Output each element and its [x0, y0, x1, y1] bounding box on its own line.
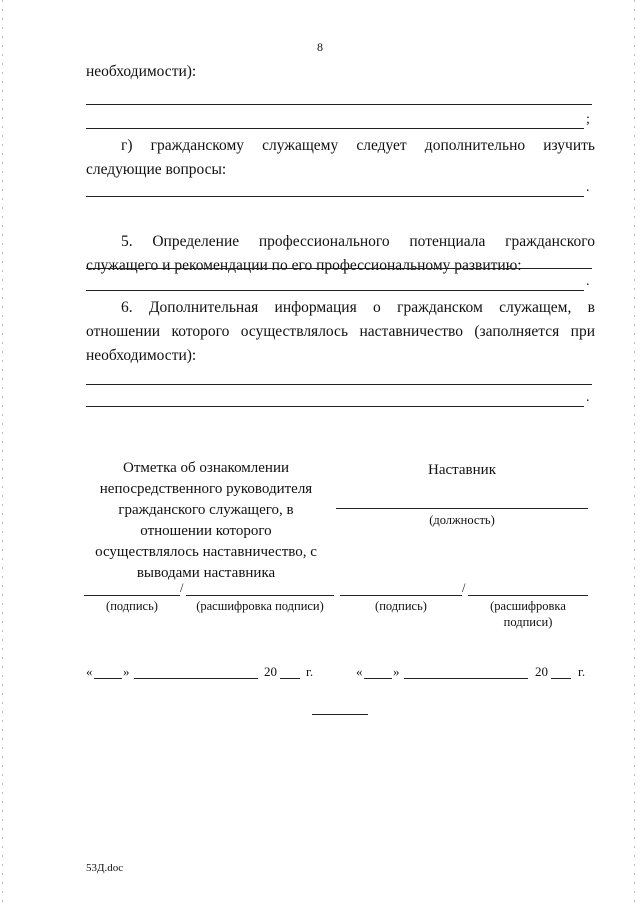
scan-edge-left	[2, 0, 3, 905]
fill-line	[86, 384, 592, 385]
acquaintance-heading	[80, 458, 332, 584]
year-line	[280, 678, 300, 679]
slash: /	[462, 581, 466, 595]
line-end-period: .	[586, 274, 590, 289]
item-6-line1: 6. Дополнительная информация о гражданском служащем, в	[121, 299, 595, 316]
year-suffix: г.	[306, 664, 314, 679]
item-g-line1: г) гражданскому служащему следует дополнительно изучить	[121, 137, 595, 154]
day-line	[94, 678, 122, 679]
year-line	[551, 678, 571, 679]
month-line	[404, 678, 528, 679]
fill-line	[86, 268, 592, 269]
mentor-heading: Наставник	[428, 462, 496, 478]
item-6-line2: отношении которого осуществлялось наставничество (заполняется при	[86, 323, 595, 340]
footer-filename: 53Д.doc	[86, 862, 124, 874]
position-line	[336, 508, 588, 509]
year-suffix: г.	[578, 664, 586, 679]
right-decode-caption	[468, 598, 588, 630]
caption-line: подписи)	[503, 615, 553, 629]
fill-line	[86, 196, 584, 197]
month-line	[134, 678, 258, 679]
fill-line	[86, 128, 584, 129]
fill-line	[86, 406, 584, 407]
heading-line: гражданского служащего, в	[118, 502, 294, 518]
year-prefix: 20	[264, 664, 277, 679]
item-6-line3: необходимости):	[86, 347, 197, 364]
position-caption: (должность)	[429, 513, 495, 527]
line-end-period: .	[586, 180, 590, 195]
heading-line: осуществлялось наставничество, с	[95, 544, 317, 560]
date-close-quote: »	[123, 664, 130, 679]
slash: /	[180, 581, 184, 595]
year-prefix: 20	[535, 664, 548, 679]
heading-line: Отметка об ознакомлении	[122, 460, 289, 476]
item-g-line2: следующие вопросы:	[86, 161, 227, 178]
left-decode-caption: (расшифровка подписи)	[196, 599, 324, 613]
right-decode-line	[468, 595, 588, 596]
left-decode-line	[186, 595, 334, 596]
left-sign-caption: (подпись)	[106, 599, 158, 613]
fill-line	[86, 104, 592, 105]
end-separator	[312, 714, 368, 715]
scan-edge-right	[634, 0, 635, 905]
line-end-period: .	[586, 390, 590, 405]
item-5-line1: 5. Определение профессионального потенциала гражданского	[121, 233, 595, 250]
page-number: 8	[317, 40, 323, 54]
line-end-semicolon: ;	[586, 112, 590, 127]
day-line	[364, 678, 392, 679]
heading-line: непосредственного руководителя	[99, 481, 313, 497]
right-signature-line	[340, 595, 462, 596]
caption-line: (расшифровка	[490, 599, 566, 613]
date-close-quote: »	[393, 664, 400, 679]
intro-tail-text: необходимости):	[86, 63, 197, 80]
fill-line	[86, 290, 584, 291]
item-5-line2: служащего и рекомендации по его профессиональному развитию:	[86, 257, 522, 274]
left-signature-line	[84, 595, 180, 596]
date-open-quote: «	[86, 664, 93, 679]
right-sign-caption: (подпись)	[375, 599, 427, 613]
heading-line: отношении которого	[140, 523, 272, 539]
heading-line: выводами наставника	[136, 565, 276, 581]
date-open-quote: «	[356, 664, 363, 679]
